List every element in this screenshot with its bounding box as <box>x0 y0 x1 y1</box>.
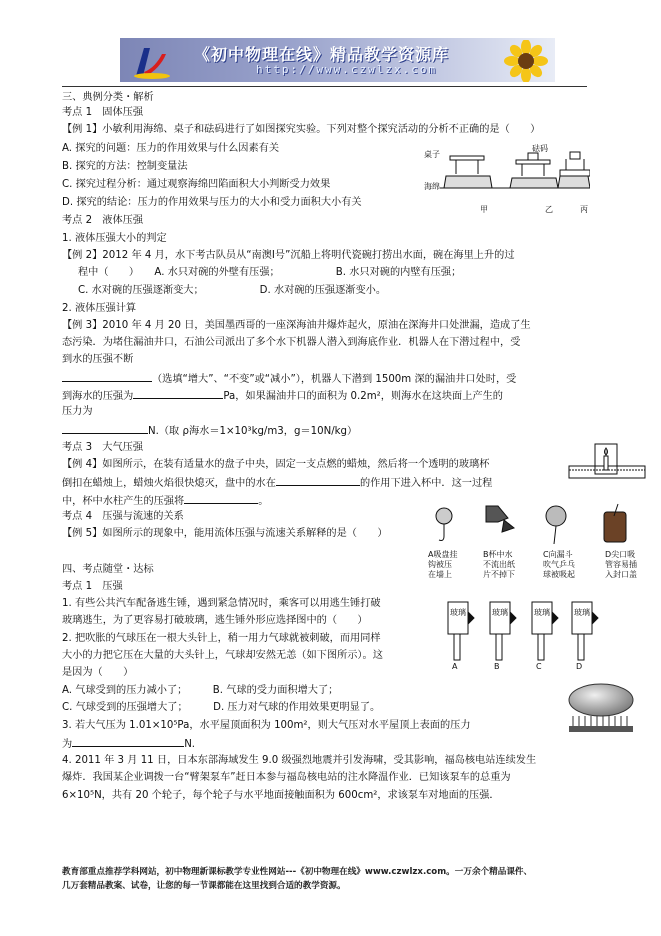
example-3-text: 到水的压强不断 <box>62 354 134 365</box>
example-3-text: 【例 3】2010 年 4 月 20 日，美国墨西哥的一座深海油井爆炸起火，原油在深海井口处泄漏，造成了生 <box>62 320 531 331</box>
example-5-figures <box>428 502 643 548</box>
header-rule <box>62 86 587 87</box>
footer-text: 几万套精品教案、试卷，让您的每一节课都能在这里找到合适的教学资源。 <box>62 881 346 891</box>
answer-blank[interactable] <box>133 388 223 399</box>
figure-label-bing: 丙 <box>580 205 588 214</box>
example-3-text: 到海水的压强为 Pa，如果漏油井口的面积为 0.2m²，则海水在这块面上产生的 <box>62 388 503 403</box>
hammer-label-d: D <box>576 662 583 671</box>
question-2-text: 2. 把吹胀的气球压在一根大头针上，稍一用力气球就被刺破，而用同样 <box>62 633 381 644</box>
example-5-question: 【例 5】如图所示的现象中，能用流体压强与流速关系解释的是（ ） <box>62 528 388 539</box>
sunflower-icon <box>500 40 552 82</box>
sponge-experiment-figure <box>420 148 590 216</box>
question-4-text: 爆炸．我国某企业调拨一台“臂架泵车”赶日本参与福岛核电站的注水降温作业．已知该泵车的总重为 <box>62 772 511 783</box>
banner-title: 《初中物理在线》精品教学资源库 <box>194 45 450 64</box>
header-banner <box>120 38 555 82</box>
answer-blank[interactable] <box>62 423 148 434</box>
topic-heading: 考点 2 液体压强 <box>62 215 144 226</box>
example-2-options-ab: 程中（ ） A. 水只对碗的外壁有压强； B. 水只对碗的内壁有压强； <box>78 267 462 278</box>
example-1-option-b: B. 探究的方法：控制变量法 <box>62 161 188 172</box>
banner-url[interactable]: http://www.czwlzx.com <box>256 63 438 76</box>
example-5-caption-c: C向漏斗 吹气乒乓 球被吸起 <box>543 550 575 579</box>
glass-label: 玻璃 <box>534 608 550 617</box>
question-2-text: 大小的力把它压在大量的大头针上，气球却安然无恙（如下图所示）。这 <box>62 650 383 661</box>
topic-heading: 考点 1 固体压强 <box>62 107 144 118</box>
example-4-text: 中，杯中水柱产生的压强将 。 <box>62 493 268 508</box>
example-3-text: N.（取 ρ海水＝1×10³kg/m3，g＝10N/kg） <box>62 423 357 438</box>
subtopic-heading: 1. 液体压强大小的判定 <box>62 233 167 244</box>
example-1-option-c: C. 探究过程分析：通过观察海绵凹陷面积大小判断受力效果 <box>62 179 331 190</box>
example-1-question: 【例 1】小敏利用海绵、桌子和砝码进行了如图探究实验。下列对整个探究活动的分析不正确的是（ ） <box>62 124 541 135</box>
example-4-text: 倒扣在蜡烛上，蜡烛火焰很快熄灭，盘中的水在 的作用下进入杯中．这一过程 <box>62 475 492 490</box>
question-2-options-ab: A. 气球受到的压力减小了； B. 气球的受力面积增大了； <box>62 685 339 696</box>
site-logo-icon <box>128 42 170 80</box>
example-3-text: （选填“增大”、“不变”或“减小”），机器人下潜到 1500m 深的漏油井口处时，受 <box>62 371 516 386</box>
question-4-text: 4. 2011 年 3 月 11 日，日本东部海域发生 9.0 级强烈地震并引发海啸，受其影响，福岛核电站连续发生 <box>62 755 537 766</box>
question-2-text: 是因为（ ） <box>62 667 134 678</box>
example-5-caption-d: D尖口吸 管容易插 入封口盖 <box>605 550 637 579</box>
candle-glass-figure <box>565 436 651 482</box>
question-2-options-cd: C. 气球受到的压强增大了； D. 压力对气球的作用效果更明显了。 <box>62 702 381 713</box>
hammer-label-c: C <box>536 662 542 671</box>
figure-label-jia: 甲 <box>480 205 488 214</box>
answer-blank[interactable] <box>276 475 360 486</box>
example-5-caption-a: A吸盘挂 钩被压 在墙上 <box>428 550 458 579</box>
example-5-caption-b: B杯中水 不流出纸 片不掉下 <box>483 550 515 579</box>
question-1-text: 玻璃逃生，为了更容易打破玻璃，逃生锤外形应选择图中的（ ） <box>62 615 368 626</box>
figure-label-table: 桌子 <box>424 150 440 159</box>
example-2-options-cd: C. 水对碗的压强逐渐变大； D. 水对碗的压强逐渐变小。 <box>78 285 387 296</box>
example-2-question: 【例 2】2012 年 4 月，水下考古队员从“南澳Ⅰ号”沉船上将明代瓷碗打捞出水面，碗在海里上升的过 <box>62 250 515 261</box>
section-heading: 三、典例分类・解析 <box>62 92 154 103</box>
question-3-text: 3. 若大气压为 1.01×10⁵Pa，水平屋顶面积为 100m²，则大气压对水平屋顶上表面的压力 <box>62 720 471 731</box>
example-3-text: 压力为 <box>62 406 93 417</box>
example-3-text: 态污染．为堵住漏油井口，石油公司派出了多个水下机器人潜入到海底作业．机器人在下潜过程中，受 <box>62 337 521 348</box>
glass-label: 玻璃 <box>492 608 508 617</box>
answer-blank[interactable] <box>62 371 152 382</box>
topic-heading: 考点 1 压强 <box>62 581 123 592</box>
figure-label-weight: 砝码 <box>532 144 548 153</box>
subtopic-heading: 2. 液体压强计算 <box>62 303 137 314</box>
answer-blank[interactable] <box>72 736 184 747</box>
question-1-text: 1. 有些公共汽车配备逃生锤，遇到紧急情况时，乘客可以用逃生锤打破 <box>62 598 381 609</box>
hammer-label-b: B <box>494 662 500 671</box>
question-3-text: 为 N. <box>62 736 195 751</box>
figure-label-yi: 乙 <box>545 205 553 214</box>
topic-heading: 考点 4 压强与流速的关系 <box>62 511 184 522</box>
answer-blank[interactable] <box>184 493 258 504</box>
footer-text: 教育部重点推荐学科网站，初中物理新课标教学专业性网站---《初中物理在线》www.czwlzx.com。一万余个精品课件、 <box>62 867 533 877</box>
section-heading: 四、考点随堂・达标 <box>62 564 154 575</box>
example-1-option-a: A. 探究的问题：压力的作用效果与什么因素有关 <box>62 143 280 154</box>
example-1-option-d: D. 探究的结论：压力的作用效果与压力的大小和受力面积大小有关 <box>62 197 362 208</box>
glass-label: 玻璃 <box>574 608 590 617</box>
topic-heading: 考点 3 大气压强 <box>62 442 144 453</box>
question-4-text: 6×10⁵N，共有 20 个轮子，每个轮子与水平地面接触面积为 600cm²，求该泵车对地面的压强． <box>62 790 500 801</box>
balloon-pins-figure <box>565 680 637 736</box>
glass-label: 玻璃 <box>450 608 466 617</box>
example-4-text: 【例 4】如图所示，在装有适量水的盘子中央，固定一支点燃的蜡烛，然后将一个透明的玻璃杯 <box>62 459 490 470</box>
figure-label-sponge: 海绵 <box>424 182 440 191</box>
hammer-label-a: A <box>452 662 458 671</box>
